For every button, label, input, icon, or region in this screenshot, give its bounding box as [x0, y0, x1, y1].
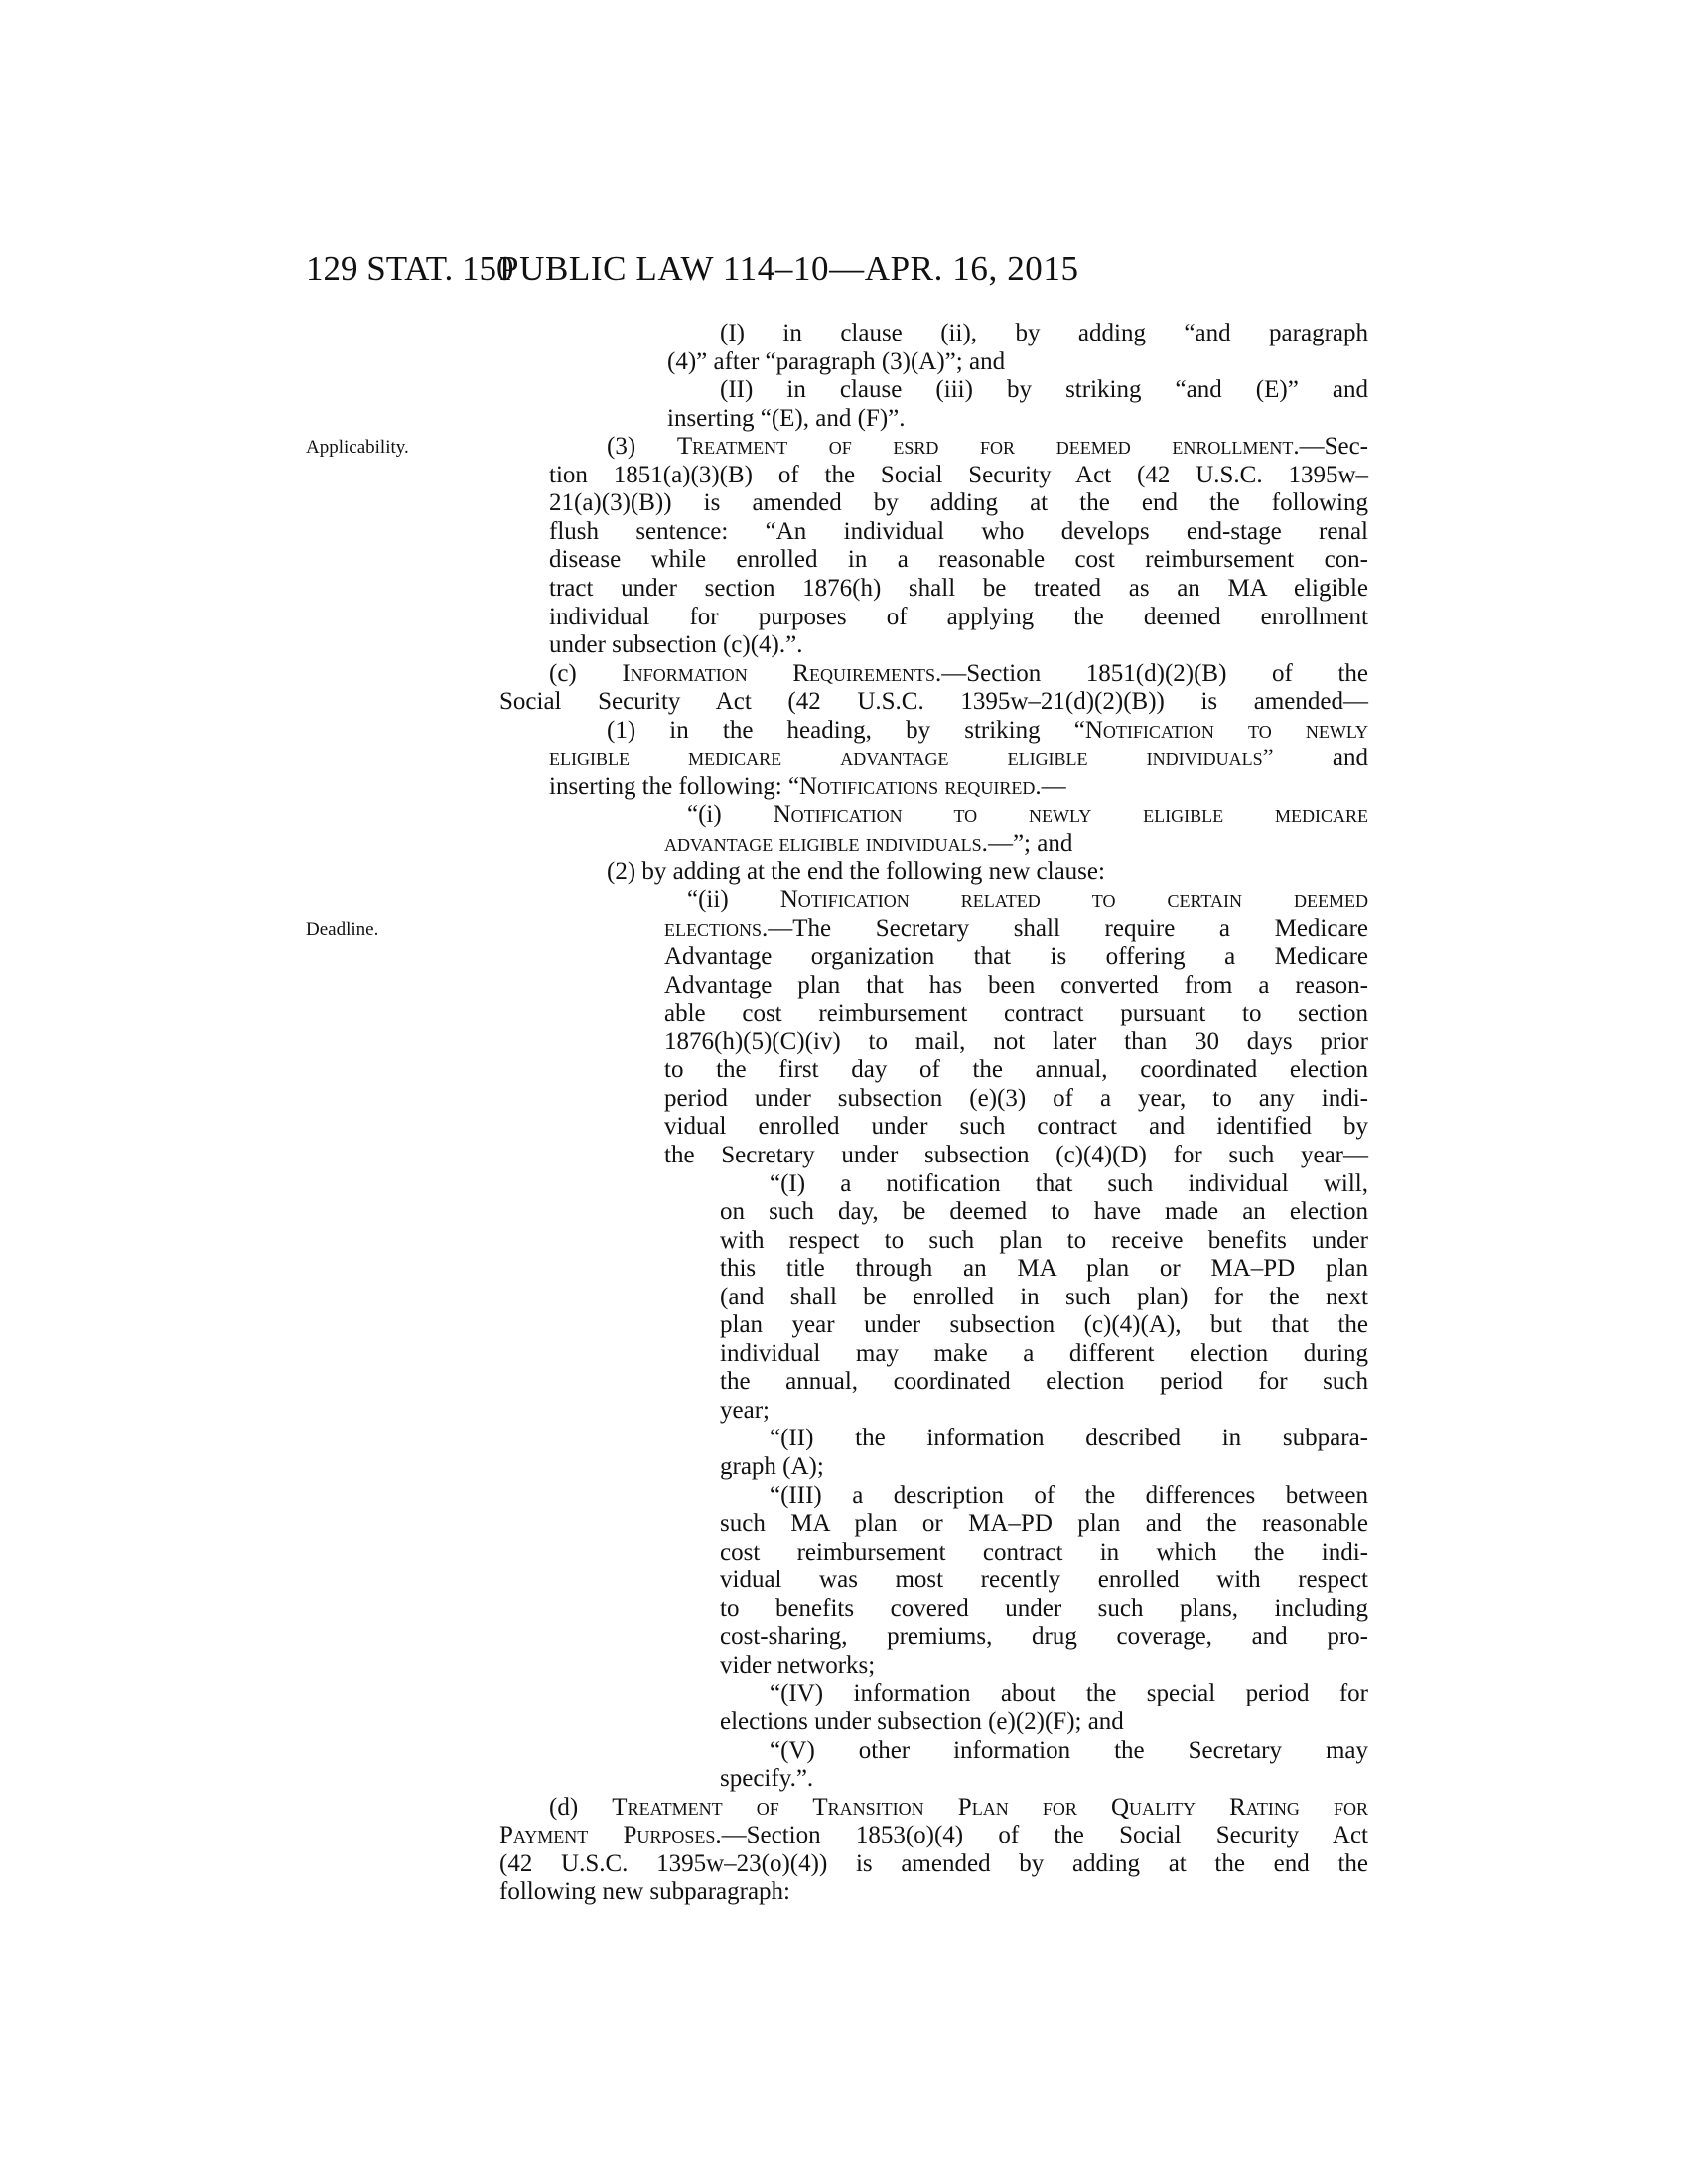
text-segment: —Section 1853(o)(4) of the Social Security Act	[721, 1822, 1368, 1849]
text-segment: to the first day of the annual, coordinated election	[664, 1056, 1368, 1084]
text-line	[549, 604, 1368, 632]
running-head-title: PUBLIC LAW 114–10—APR. 16, 2015	[499, 249, 1079, 288]
text-segment: cost-sharing, premiums, drug coverage, and pro-	[720, 1623, 1368, 1651]
text-segment: specify.”.	[720, 1765, 814, 1793]
text-line	[720, 376, 1368, 405]
heading-small-caps: Treatment of esrd for deemed enrollment.	[676, 433, 1300, 461]
text-segment: (and shall be enrolled in such plan) for the next	[720, 1283, 1368, 1310]
text-line	[499, 1822, 1368, 1850]
text-line	[720, 1284, 1368, 1312]
text-segment: “(V) other information the Secretary may	[770, 1736, 1368, 1764]
text-segment: “(ii)	[687, 887, 780, 913]
text-segment: on such day, be deemed to have made an election	[720, 1198, 1368, 1226]
text-segment: —The Secretary shall require a Medicare	[768, 914, 1368, 942]
text-segment: Social Security Act (42 U.S.C. 1395w–21(d)(2)(B)) is amended—	[499, 688, 1368, 716]
text-line	[549, 631, 1368, 660]
heading-small-caps: advantage eligible individuals.	[664, 829, 988, 857]
text-segment: able cost reimbursement contract pursuant to section	[664, 1000, 1368, 1027]
text-line	[720, 1198, 1368, 1227]
text-line	[667, 405, 1368, 434]
margin-note: Deadline.	[306, 918, 379, 940]
text-line	[664, 1085, 1368, 1114]
text-segment: following new subparagraph:	[499, 1878, 790, 1906]
text-line	[549, 518, 1368, 547]
text-line	[687, 887, 1368, 915]
text-line	[549, 773, 1368, 802]
text-segment: (d)	[549, 1793, 613, 1821]
text-segment: graph (A);	[720, 1453, 824, 1480]
text-segment: 21(a)(3)(B)) is amended by adding at the end the following	[549, 489, 1368, 517]
text-line	[549, 745, 1368, 773]
text-line	[720, 1227, 1368, 1256]
text-segment: (2) by adding at the end the following new clause:	[607, 858, 1105, 886]
text-segment: —”; and	[987, 829, 1073, 857]
text-line	[549, 489, 1368, 518]
text-segment: tion 1851(a)(3)(B) of the Social Security Act (42 U.S.C. 1395w–	[549, 461, 1368, 488]
text-line	[720, 1255, 1368, 1284]
text-segment: (42 U.S.C. 1395w–23(o)(4)) is amended by adding at the end the	[499, 1849, 1368, 1877]
text-line	[720, 1765, 1368, 1794]
text-segment: the annual, coordinated election period for such	[720, 1368, 1368, 1396]
text-line	[664, 1056, 1368, 1085]
text-line	[549, 575, 1368, 604]
text-segment: vider networks;	[720, 1651, 876, 1679]
text-segment: “(IV) information about the special period for	[770, 1680, 1368, 1707]
heading-small-caps: Payment Purposes.	[499, 1822, 722, 1849]
text-line	[720, 1708, 1368, 1737]
text-line	[664, 1142, 1368, 1170]
text-segment: vidual was most recently enrolled with respect	[720, 1567, 1368, 1594]
text-segment: under subsection (c)(4).”.	[549, 631, 803, 659]
text-line	[667, 348, 1368, 377]
text-line	[549, 462, 1368, 490]
text-segment: Advantage organization that is offering a Medicare	[664, 943, 1368, 971]
heading-small-caps: elections.	[664, 914, 769, 942]
text-line	[664, 1000, 1368, 1028]
text-segment: cost reimbursement contract in which the indi-	[720, 1538, 1368, 1566]
text-line	[720, 1368, 1368, 1397]
text-line	[720, 1340, 1368, 1369]
text-segment: this title through an MA plan or MA–PD plan	[720, 1255, 1368, 1283]
text-line	[499, 688, 1368, 717]
heading-small-caps: eligible medicare advantage eligible individuals	[549, 745, 1263, 772]
text-line	[607, 717, 1368, 746]
text-line	[770, 1425, 1368, 1453]
text-segment: individual may make a different election during	[720, 1339, 1368, 1367]
heading-small-caps: Treatment of Transition Plan for Quality Rating for	[612, 1793, 1368, 1821]
text-segment: (c)	[549, 659, 623, 687]
text-line	[664, 915, 1368, 944]
text-segment: “(I) a notification that such individual will,	[770, 1169, 1368, 1197]
text-line	[720, 1453, 1368, 1482]
margin-note: Applicability.	[306, 437, 409, 459]
text-segment: ” and	[1262, 745, 1368, 772]
text-segment: period under subsection (e)(3) of a year, to any indi-	[664, 1084, 1368, 1112]
text-segment: “(i)	[687, 801, 774, 829]
text-segment: —	[1041, 772, 1066, 800]
text-segment: (1) in the heading, by striking “	[607, 716, 1085, 744]
text-segment: Advantage plan that has been converted from a reason-	[664, 971, 1368, 999]
text-line	[549, 660, 1368, 689]
text-segment: inserting the following: “	[549, 772, 800, 800]
text-segment: —Sec-	[1299, 433, 1368, 461]
text-line	[664, 943, 1368, 972]
text-segment: (4)” after “paragraph (3)(A)”; and	[667, 347, 1006, 375]
text-line	[549, 546, 1368, 575]
text-segment: disease while enrolled in a reasonable cost reimbursement con-	[549, 546, 1368, 574]
text-segment: (3)	[607, 433, 677, 461]
text-line	[770, 1680, 1368, 1708]
text-segment: tract under section 1876(h) shall be treated as an MA eligible	[549, 574, 1368, 602]
text-line	[664, 1028, 1368, 1057]
heading-small-caps: Notification to newly eligible medicare	[773, 801, 1368, 829]
text-segment: (I) in clause (ii), by adding “and paragraph	[720, 320, 1368, 346]
text-line	[770, 1170, 1368, 1199]
text-line	[499, 1878, 1368, 1907]
text-line	[499, 1850, 1368, 1879]
text-segment: 1876(h)(5)(C)(iv) to mail, not later than 30 days prior	[664, 1027, 1368, 1055]
text-segment: such MA plan or MA–PD plan and the reasonable	[720, 1510, 1368, 1538]
text-line	[720, 1311, 1368, 1340]
text-line	[720, 320, 1368, 348]
text-line	[770, 1482, 1368, 1511]
text-line	[720, 1623, 1368, 1652]
text-line	[607, 858, 1368, 887]
text-segment: plan year under subsection (c)(4)(A), but that the	[720, 1311, 1368, 1339]
text-segment: “(III) a description of the differences between	[770, 1481, 1368, 1509]
heading-small-caps: Notifications required.	[799, 772, 1042, 800]
text-line	[664, 972, 1368, 1001]
text-line	[664, 830, 1368, 859]
text-line	[687, 801, 1368, 830]
text-segment: flush sentence: “An individual who develops end-stage renal	[549, 517, 1368, 545]
text-line	[720, 1652, 1368, 1681]
text-line	[607, 433, 1368, 462]
text-segment: individual for purposes of applying the deemed enrollment	[549, 603, 1368, 630]
text-line	[549, 1794, 1368, 1823]
text-line	[720, 1539, 1368, 1568]
heading-small-caps: Information Requirements.	[622, 659, 942, 687]
text-segment: to benefits covered under such plans, including	[720, 1594, 1368, 1622]
text-segment: with respect to such plan to receive benefits under	[720, 1226, 1368, 1254]
text-segment: year;	[720, 1396, 770, 1424]
text-line	[720, 1510, 1368, 1539]
text-line	[770, 1737, 1368, 1766]
text-segment: inserting “(E), and (F)”.	[667, 404, 906, 432]
text-line	[720, 1567, 1368, 1595]
statute-page-number: 129 STAT. 150	[306, 249, 514, 288]
text-line	[720, 1397, 1368, 1426]
text-segment: the Secretary under subsection (c)(4)(D) for such year—	[664, 1141, 1368, 1168]
text-segment: (II) in clause (iii) by striking “and (E)” and	[720, 376, 1368, 404]
text-line	[664, 1113, 1368, 1142]
text-line	[720, 1595, 1368, 1624]
text-segment: —Section 1851(d)(2)(B) of the	[941, 659, 1368, 687]
text-segment: elections under subsection (e)(2)(F); and	[720, 1707, 1124, 1735]
text-segment: vidual enrolled under such contract and identified by	[664, 1113, 1368, 1141]
heading-small-caps: Notification to newly	[1084, 716, 1369, 744]
text-segment: “(II) the information described in subpara-	[770, 1425, 1368, 1452]
heading-small-caps: Notification related to certain deemed	[779, 887, 1369, 913]
